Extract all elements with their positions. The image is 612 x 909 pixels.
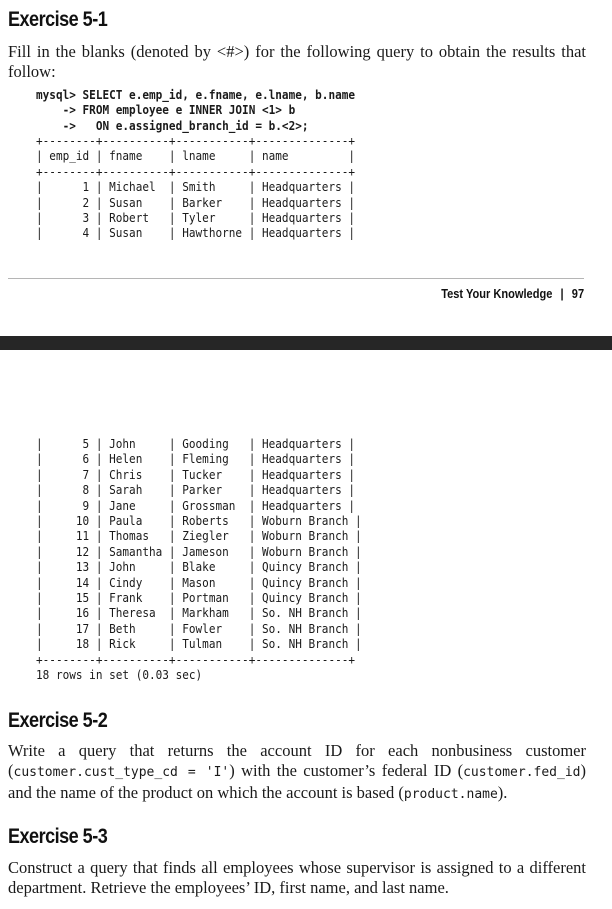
exercise-5-1-intro: Fill in the blanks (denoted by <#>) for the following query to obtain the results that follow: — [8, 42, 586, 81]
page-break-band — [0, 336, 612, 350]
result-table-bottom — [36, 437, 390, 684]
exercise-5-2-text-3: ) and the name of the product on which the account is based ( — [8, 761, 586, 802]
table-header: | emp_id | fname | lname | name | — [36, 149, 356, 164]
table-line: +--------+----------+-----------+--------------+ — [36, 134, 356, 148]
exercise-5-2-text-1: Write a query that returns the account ID for each nonbusiness customer ( — [8, 741, 586, 780]
table-row: | 3 | Robert | Tyler | Headquarters | — [36, 211, 356, 226]
result-table-top — [36, 134, 383, 242]
footer-separator: | — [560, 286, 564, 301]
table-row: | 7 | Chris | Tucker | Headquarters | — [36, 467, 356, 482]
table-row: | 8 | Sarah | Parker | Headquarters | — [36, 483, 356, 498]
exercise-5-2-code-3: product.name — [403, 787, 498, 802]
table-row: | 1 | Michael | Smith | Headquarters | — [36, 180, 356, 195]
rows-summary: 18 rows in set (0.03 sec) — [36, 668, 203, 683]
exercise-5-2-text-4: ). — [497, 783, 508, 802]
running-title: Test Your Knowledge — [441, 286, 553, 301]
exercise-5-2-text-2: ) with the customer’s federal ID ( — [229, 761, 464, 780]
exercise-5-2-code-1: customer.cust_type_cd = 'I' — [13, 765, 230, 780]
page-number: 97 — [571, 286, 584, 301]
table-row: | 13 | John | Blake | Quincy Branch | — [36, 560, 362, 575]
table-row: | 18 | Rick | Tulman | So. NH Branch | — [36, 637, 362, 652]
table-row: | 6 | Helen | Fleming | Headquarters | — [36, 452, 356, 467]
query-line: mysql> SELECT e.emp_id, e.fname, e.lname, b.name — [36, 88, 356, 102]
table-row: | 4 | Susan | Hawthorne | Headquarters | — [36, 226, 356, 241]
exercise-5-1-title: Exercise 5-1 — [8, 8, 108, 31]
exercise-5-2-title: Exercise 5-2 — [8, 709, 108, 732]
table-row: | 5 | John | Gooding | Headquarters | — [36, 437, 356, 451]
query-block — [36, 88, 383, 134]
query-line: -> FROM employee e INNER JOIN <1> b — [36, 103, 296, 118]
table-row: | 17 | Beth | Fowler | So. NH Branch | — [36, 621, 362, 636]
table-line: +--------+----------+-----------+--------------+ — [36, 652, 356, 667]
table-row: | 14 | Cindy | Mason | Quincy Branch | — [36, 575, 362, 590]
page-footer — [441, 286, 584, 301]
table-row: | 9 | Jane | Grossman | Headquarters | — [36, 498, 356, 513]
table-row: | 16 | Theresa | Markham | So. NH Branch | — [36, 606, 362, 621]
footer-rule — [8, 278, 584, 279]
exercise-5-2-text — [8, 741, 586, 805]
exercise-5-2-code-2: customer.fed_id — [463, 765, 581, 780]
table-line: +--------+----------+-----------+--------------+ — [36, 164, 356, 179]
exercise-5-3-title: Exercise 5-3 — [8, 825, 108, 848]
table-row: | 2 | Susan | Barker | Headquarters | — [36, 195, 356, 210]
query-line: -> ON e.assigned_branch_id = b.<2>; — [36, 118, 309, 133]
table-row: | 12 | Samantha | Jameson | Woburn Branch | — [36, 544, 362, 559]
table-row: | 15 | Frank | Portman | Quincy Branch | — [36, 591, 362, 606]
table-row: | 11 | Thomas | Ziegler | Woburn Branch | — [36, 529, 362, 544]
exercise-5-3-text: Construct a query that finds all employees whose supervisor is assigned to a different department. Retrieve the employees’ ID, first name, and last name. — [8, 858, 586, 897]
table-row: | 10 | Paula | Roberts | Woburn Branch | — [36, 514, 362, 529]
